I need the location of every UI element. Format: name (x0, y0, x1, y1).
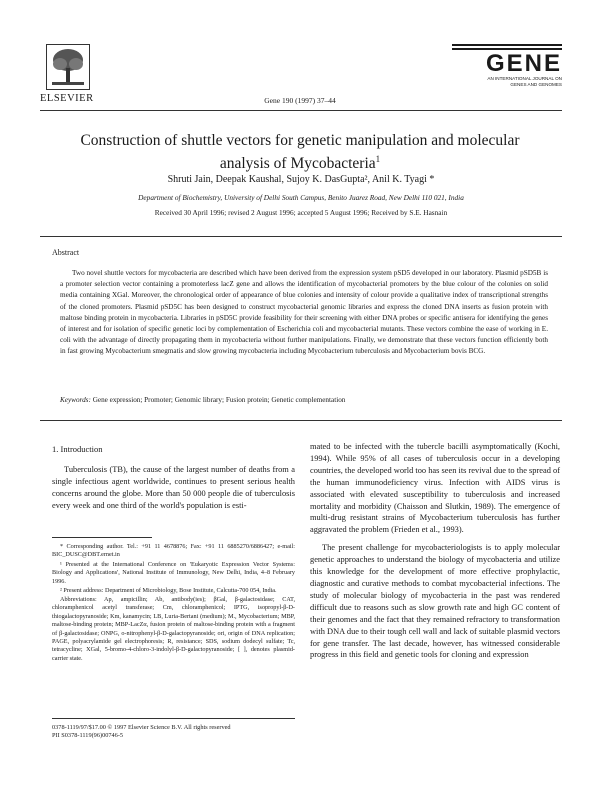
logo-rule (452, 44, 562, 46)
intro-right-column (310, 441, 560, 661)
footnote-present-address: ² Present address: Department of Microbiology, Bose Institute, Calcutta-700 054, India. (60, 587, 277, 595)
pii: PII S0378-1119(96)00746-5 (52, 732, 124, 740)
copyright-block (52, 724, 231, 740)
publisher-name: ELSEVIER (40, 93, 94, 104)
journal-citation: Gene 190 (1997) 37–44 (264, 96, 336, 105)
abbreviations (52, 596, 295, 664)
title-footnote-mark: 1 (375, 154, 381, 164)
bottom-rule (52, 718, 295, 719)
article-title: Construction of shuttle vectors for genetic manipulation and molecular analysis of Mycobacteria$^1$ (80, 132, 520, 173)
abstract-top-rule (40, 236, 562, 237)
intro-paragraph: mated to be infected with the tubercle bacilli asymptomatically (Kochi, 1994). While 95% of all cases of tuberculosis occur in a developing countries, the developed world too has seen its revival due to the spread of the human immunodeficiency virus. Infection with AIDS virus is associated with elevated susceptibility to tuberculosis and increased mortality and morbidity (Chaisson and Slutkin, 1989). The emergence of multi-drug resistant strains of Mycobacterium tuberculosis has further aggravated the problem (Frieden et al., 1993). (310, 442, 560, 535)
footnote-corresponding: * Corresponding author. Tel.: +91 11 4678876; Fax: +91 11 6885270/6886427; e-mail: BIC_DUSC@DBT.ernet.in (52, 543, 295, 559)
intro-paragraph: The present challenge for mycobacteriologists is to apply molecular genetic approaches to understand the biology of mycobacteria and utilize this knowledge for the development of more effective prophylactic, diagnostic and curative methods to combat mycobacterial infections. The study of molecular biology of mycobacteria in the past was rendered difficult due to reasons such as slow growth rate and high GC content of their genomes and the fact that they remained refractory to transformation with DNA due to their tough cell wall and lack of suitable plasmid vectors for gene transfer. The last decade, however, has witnessed considerable progress in this field and genetic tools for cloning and expression (310, 543, 560, 660)
journal-subtitle: GENES AND GENOMES (510, 81, 562, 87)
abstract-text: Two novel shuttle vectors for mycobacteria are described which have been derived from the expression system pSD5 developed in our laboratory. Plasmid pSD5B is a promoter selection vector containing a promoterless lacZ gene and allows the identification of mycobacterial promoters by the blue colour of the colonies on solid media containing XGal. Moreover, the chronological order of appearance of blue colonies and intensity of colour provide a qualitative index of transcriptional strengths of the cloned promoters. Plasmid pSD5C has been designed to construct mycobacterial genomic libraries and express the cloned DNA inserts as fusion protein with maltose binding protein in mycobacteria. Libraries in pSD5C provide feasibility for their screening with either DNA probes or specific antisera for identifying the genes of interest and for isolation of specific genetic loci by complementation of Escherichia coli and mycobacterial mutants. These vectors combine the ease of working in E. coli with the advantage of directly propagating them in mycobacteria without further manipulations. Finally, we demonstrate that these vectors function efficiently both in fast growing Mycobacterium smegmatis and slow growing mycobacteria including Mycobacterium tuberculosis and Mycobacterium bovis BCG. (60, 269, 548, 356)
keywords (60, 395, 548, 405)
keywords-label: Keywords: (60, 396, 91, 404)
received-dates: Received 30 April 1996; revised 2 August 1996; accepted 5 August 1996; Received by S.E. Hasnain (154, 208, 448, 217)
intro-left-column: Tuberculosis (TB), the cause of the largest number of deaths from a single infectious agent worldwide, continues to present serious health concerns around the globe. More than 50 000 people die of tuberculosis every week and one third of the world's population is esti- (52, 465, 295, 510)
abstract-bottom-rule (40, 420, 562, 421)
abstract-heading: Abstract (52, 248, 80, 257)
journal-logo-text: GENE (485, 50, 562, 77)
footnote-presented: ¹ Presented at the International Conference on 'Eukaryotic Expression Vector Systems: Biology and Applications', National Institute of Immunology, New Delhi, India, 4–8 February 1996. (52, 560, 295, 585)
affiliation: Department of Biochemistry, University of Delhi South Campus, Benito Juarez Road, New Delhi 110 021, India (138, 193, 464, 202)
keywords-text: Gene expression; Promoter; Genomic library; Fusion protein; Genetic complementation (92, 396, 346, 404)
footnote-rule (52, 537, 152, 538)
authors: Shruti Jain, Deepak Kaushal, Sujoy K. DasGupta², Anil K. Tyagi * (167, 174, 435, 185)
copyright: 0378-1119/97/$17.00 © 1997 Elsevier Science B.V. All rights reserved (52, 724, 231, 731)
elsevier-tree-logo (46, 44, 90, 90)
section-heading: 1. Introduction (52, 444, 103, 454)
abbreviations-text: Abbreviations: Ap, ampicillin; Ab, antibody(ies); βGal, β-galactosidase; CAT, chloramphenicol acetyl transferase; Cm, chloramphenicol; IPTG, isopropyl-β-D-thiogalactopyranoside; Km, kanamycin; LB, Luria-Bertani (medium); M., Mycobacterium; MBP, maltose-binding protein; MBP-LacZα, fusion protein of maltose-binding protein with a fragment of β-galactosidase; ONPG, o-nitrophenyl-β-D-galactopyranoside; ori, origin of DNA replication; PAGE, polyacrylamide gel electrophoresis; R, resistance; SDS, sodium dodecyl sulfate; Tc, tetracycline; XGal, 5-bromo-4-chloro-3-indolyl-β-D-galactopyranoside; [ ], denotes plasmid-carrier state. (52, 596, 295, 662)
footnotes (52, 543, 295, 596)
journal-logo (452, 44, 562, 87)
header-rule (40, 110, 562, 111)
journal-subtitle: AN INTERNATIONAL JOURNAL ON (487, 76, 562, 81)
